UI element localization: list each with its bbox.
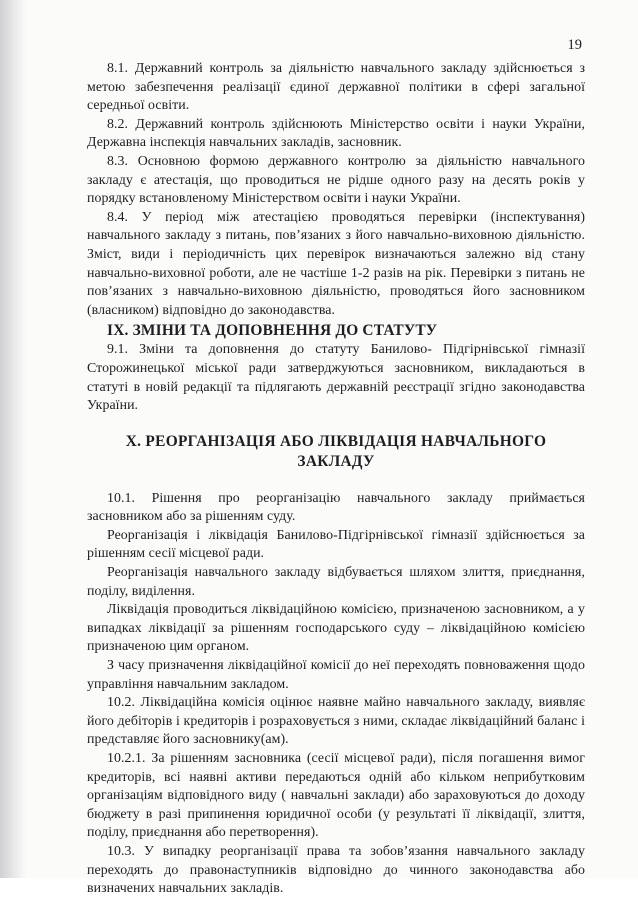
paragraph-8-3: 8.3. Основною формою державного контролю за діяльністю навчального закладу є атестація, що проводиться не рідше одного разу на десять років у порядку встановленому Міністерством освіти і науки України. — [87, 153, 585, 207]
paragraph-10-2-1: 10.2.1. За рішенням засновника (сесії місцевої ради), після погашення вимог кредиторів, всі наявні активи передаються одній або кільком неприбутковим організаціям відповідного виду ( навчальні заклади) або зараховуються до доходу бюджету в разі припинення юридичної особи (у результаті її ліквідації, злиття, поділу, приєднання або перетворення). — [87, 751, 585, 841]
paragraph-reorganization-decision: Реорганізація і ліквідація Банилово-Підгірнівської гімназії здійснюється за рішенням сесії місцевої ради. — [87, 527, 585, 562]
page-number: 19 — [567, 37, 582, 53]
paragraph-commission-powers: З часу призначення ліквідаційної комісії до неї переходять повноваження щодо управління навчальним закладом. — [87, 658, 585, 692]
paragraph-liquidation-commission: Ліквідація проводиться ліквідаційною комісією, призначеною засновником, а у випадках ліквідації за рішенням господарського суду – ліквідаційною комісією призначеною цим органом. — [87, 602, 585, 655]
paragraph-8-2: 8.2. Державний контроль здійснюють Міністерство освіти і науки України, Державна інспекція навчальних закладів, засновник. — [87, 116, 585, 151]
document-body — [87, 60, 585, 899]
paragraph-9-1: 9.1. Зміни та доповнення до статуту Банилово- Підгірнівської гімназії Сторожинецької міської ради затверджуються засновником, викладаються в статуті в новій редакції та підлягають державній реєстрації згідно законодавства України. — [87, 342, 585, 414]
paragraph-10-3: 10.3. У випадку реорганізації права та зобов’язання навчального закладу переходять до правонаступників відповідно до чинного законодавства або визначених навчальних закладів. — [87, 843, 585, 897]
scan-edge-shadow — [0, 0, 26, 878]
paragraph-10-1: 10.1. Рішення про реорганізацію навчального закладу приймається засновником або за рішенням суду. — [87, 490, 585, 525]
paragraph-8-4: 8.4. У період між атестацією проводяться перевірки (інспектування) навчального закладу з питань, пов’язаних з його навчально-виховною діяльністю. Зміст, види і періодичність цих перевірок визначаються залежно від стану навчально-виховної роботи, але не частіше 1-2 разів на рік. Перевірки з питань не пов’язаних з навчально-виховною діяльністю, проводяться його засновником (власником) відповідно до законодавства. — [87, 209, 585, 318]
paragraph-10-2: 10.2. Ліквідаційна комісія оцінює наявне майно навчального закладу, виявляє його дебіторів і кредиторів і розраховується з ними, складає ліквідаційний баланс і представляє його засновнику(ам). — [87, 695, 585, 748]
section-9-heading: IX. ЗМІНИ ТА ДОПОВНЕННЯ ДО СТАТУТУ — [107, 322, 438, 340]
paragraph-reorganization-methods: Реорганізація навчального закладу відбувається шляхом злиття, приєднання, поділу, виділення. — [87, 565, 585, 599]
paragraph-8-1: 8.1. Державний контроль за діяльністю навчального закладу здійснюється з метою забезпечення реалізації єдиної державної політики в сфері загальної середньої освіти. — [87, 61, 585, 114]
section-10-heading: X. РЕОРГАНІЗАЦІЯ АБО ЛІКВІДАЦІЯ НАВЧАЛЬНОГО ЗАКЛАДУ — [125, 432, 547, 470]
